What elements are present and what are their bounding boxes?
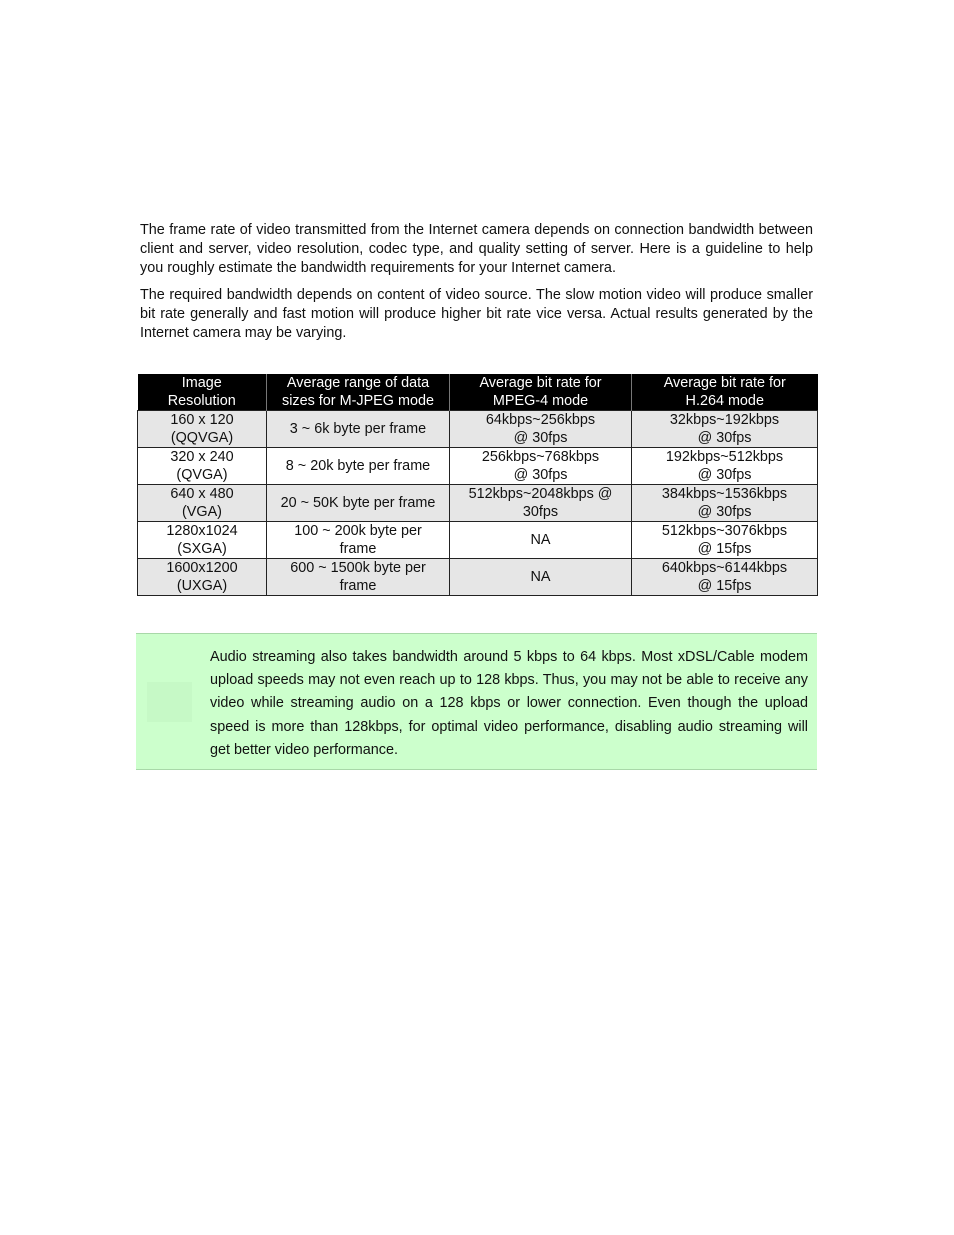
cell-h264 (632, 559, 818, 596)
cell-line: 1600x1200 (166, 560, 238, 576)
bandwidth-table (137, 374, 818, 596)
cell-line: 512kbps~2048kbps @ (468, 486, 613, 502)
intro-paragraph-2: The required bandwidth depends on content of video source. The slow motion video will produce smaller bit rate generally and fast motion will produce higher bit rate vice versa. Actual results generated by the Internet camera may be varying. (140, 287, 813, 341)
cell-line: @ 15fps (697, 541, 752, 557)
cell-line: (SXGA) (177, 541, 227, 557)
cell-line: 30fps (522, 504, 559, 520)
note-box (136, 633, 817, 770)
cell-resolution (138, 411, 267, 448)
header-line: Image (181, 375, 222, 391)
cell-resolution (138, 485, 267, 522)
cell-line: NA (530, 569, 551, 585)
cell-line: @ 30fps (513, 467, 568, 483)
cell-h264 (632, 522, 818, 559)
table-header-row (138, 374, 818, 411)
cell-line: frame (339, 541, 377, 557)
header-line: H.264 mode (685, 393, 764, 409)
cell-mjpeg (267, 485, 450, 522)
cell-line: 640kbps~6144kbps (661, 560, 788, 576)
cell-mpeg4 (450, 559, 632, 596)
cell-line: frame (339, 578, 377, 594)
header-line: Resolution (167, 393, 236, 409)
cell-mpeg4 (450, 522, 632, 559)
note-icon (147, 682, 192, 722)
table-row (138, 559, 818, 596)
table-row (138, 411, 818, 448)
table-row (138, 485, 818, 522)
cell-line: 600 ~ 1500k byte per (290, 560, 426, 576)
cell-line: 32kbps~192kbps (669, 412, 780, 428)
cell-line: 20 ~ 50K byte per frame (280, 495, 436, 511)
table-row (138, 522, 818, 559)
cell-h264 (632, 411, 818, 448)
cell-h264 (632, 485, 818, 522)
cell-h264 (632, 448, 818, 485)
cell-line: NA (530, 532, 551, 548)
cell-line: 640 x 480 (170, 486, 234, 502)
header-mpeg4 (450, 374, 632, 411)
cell-mpeg4 (450, 485, 632, 522)
cell-line: (VGA) (182, 504, 222, 520)
cell-line: @ 30fps (513, 430, 568, 446)
header-line: Average range of data (286, 375, 430, 391)
cell-resolution (138, 448, 267, 485)
header-line: Average bit rate for (663, 375, 786, 391)
header-line: sizes for M-JPEG mode (282, 393, 434, 409)
cell-mpeg4 (450, 448, 632, 485)
cell-line: @ 30fps (697, 430, 752, 446)
header-h264 (632, 374, 818, 411)
cell-line: (QVGA) (176, 467, 228, 483)
cell-line: 3 ~ 6k byte per frame (289, 421, 427, 437)
cell-line: 256kbps~768kbps (481, 449, 600, 465)
header-resolution (138, 374, 267, 411)
note-text: Audio streaming also takes bandwidth around 5 kbps to 64 kbps. Most xDSL/Cable modem upload speeds may not even reach up to 128 kbps. Thus, you may not be able to receive any video while streaming audio on a 128 kbps or lower connection. Even though the upload speed is more than 128kbps, for optimal video performance, disabling audio streaming will get better video performance. (210, 649, 808, 758)
cell-line: 192kbps~512kbps (665, 449, 784, 465)
header-line: Average bit rate for (479, 375, 602, 391)
cell-mjpeg (267, 559, 450, 596)
cell-line: 512kbps~3076kbps (661, 523, 788, 539)
cell-line: @ 15fps (697, 578, 752, 594)
cell-line: (QQVGA) (170, 430, 234, 446)
cell-resolution (138, 522, 267, 559)
intro-paragraph-1: The frame rate of video transmitted from the Internet camera depends on connection bandwidth between client and server, video resolution, codec type, and quality setting of server. Here is a guideline to help you roughly estimate the bandwidth requirements for your Internet camera. (140, 222, 813, 276)
header-line: MPEG-4 mode (492, 393, 589, 409)
cell-line: 320 x 240 (170, 449, 234, 465)
header-mjpeg (267, 374, 450, 411)
cell-mjpeg (267, 448, 450, 485)
cell-line: 384kbps~1536kbps (661, 486, 788, 502)
cell-line: @ 30fps (697, 504, 752, 520)
cell-line: 8 ~ 20k byte per frame (285, 458, 431, 474)
cell-resolution (138, 559, 267, 596)
cell-mjpeg (267, 411, 450, 448)
cell-line: 160 x 120 (170, 412, 234, 428)
cell-line: 1280x1024 (166, 523, 238, 539)
table-row (138, 448, 818, 485)
cell-line: (UXGA) (176, 578, 228, 594)
cell-line: @ 30fps (697, 467, 752, 483)
cell-mpeg4 (450, 411, 632, 448)
cell-line: 64kbps~256kbps (485, 412, 596, 428)
cell-mjpeg (267, 522, 450, 559)
cell-line: 100 ~ 200k byte per (294, 523, 422, 539)
